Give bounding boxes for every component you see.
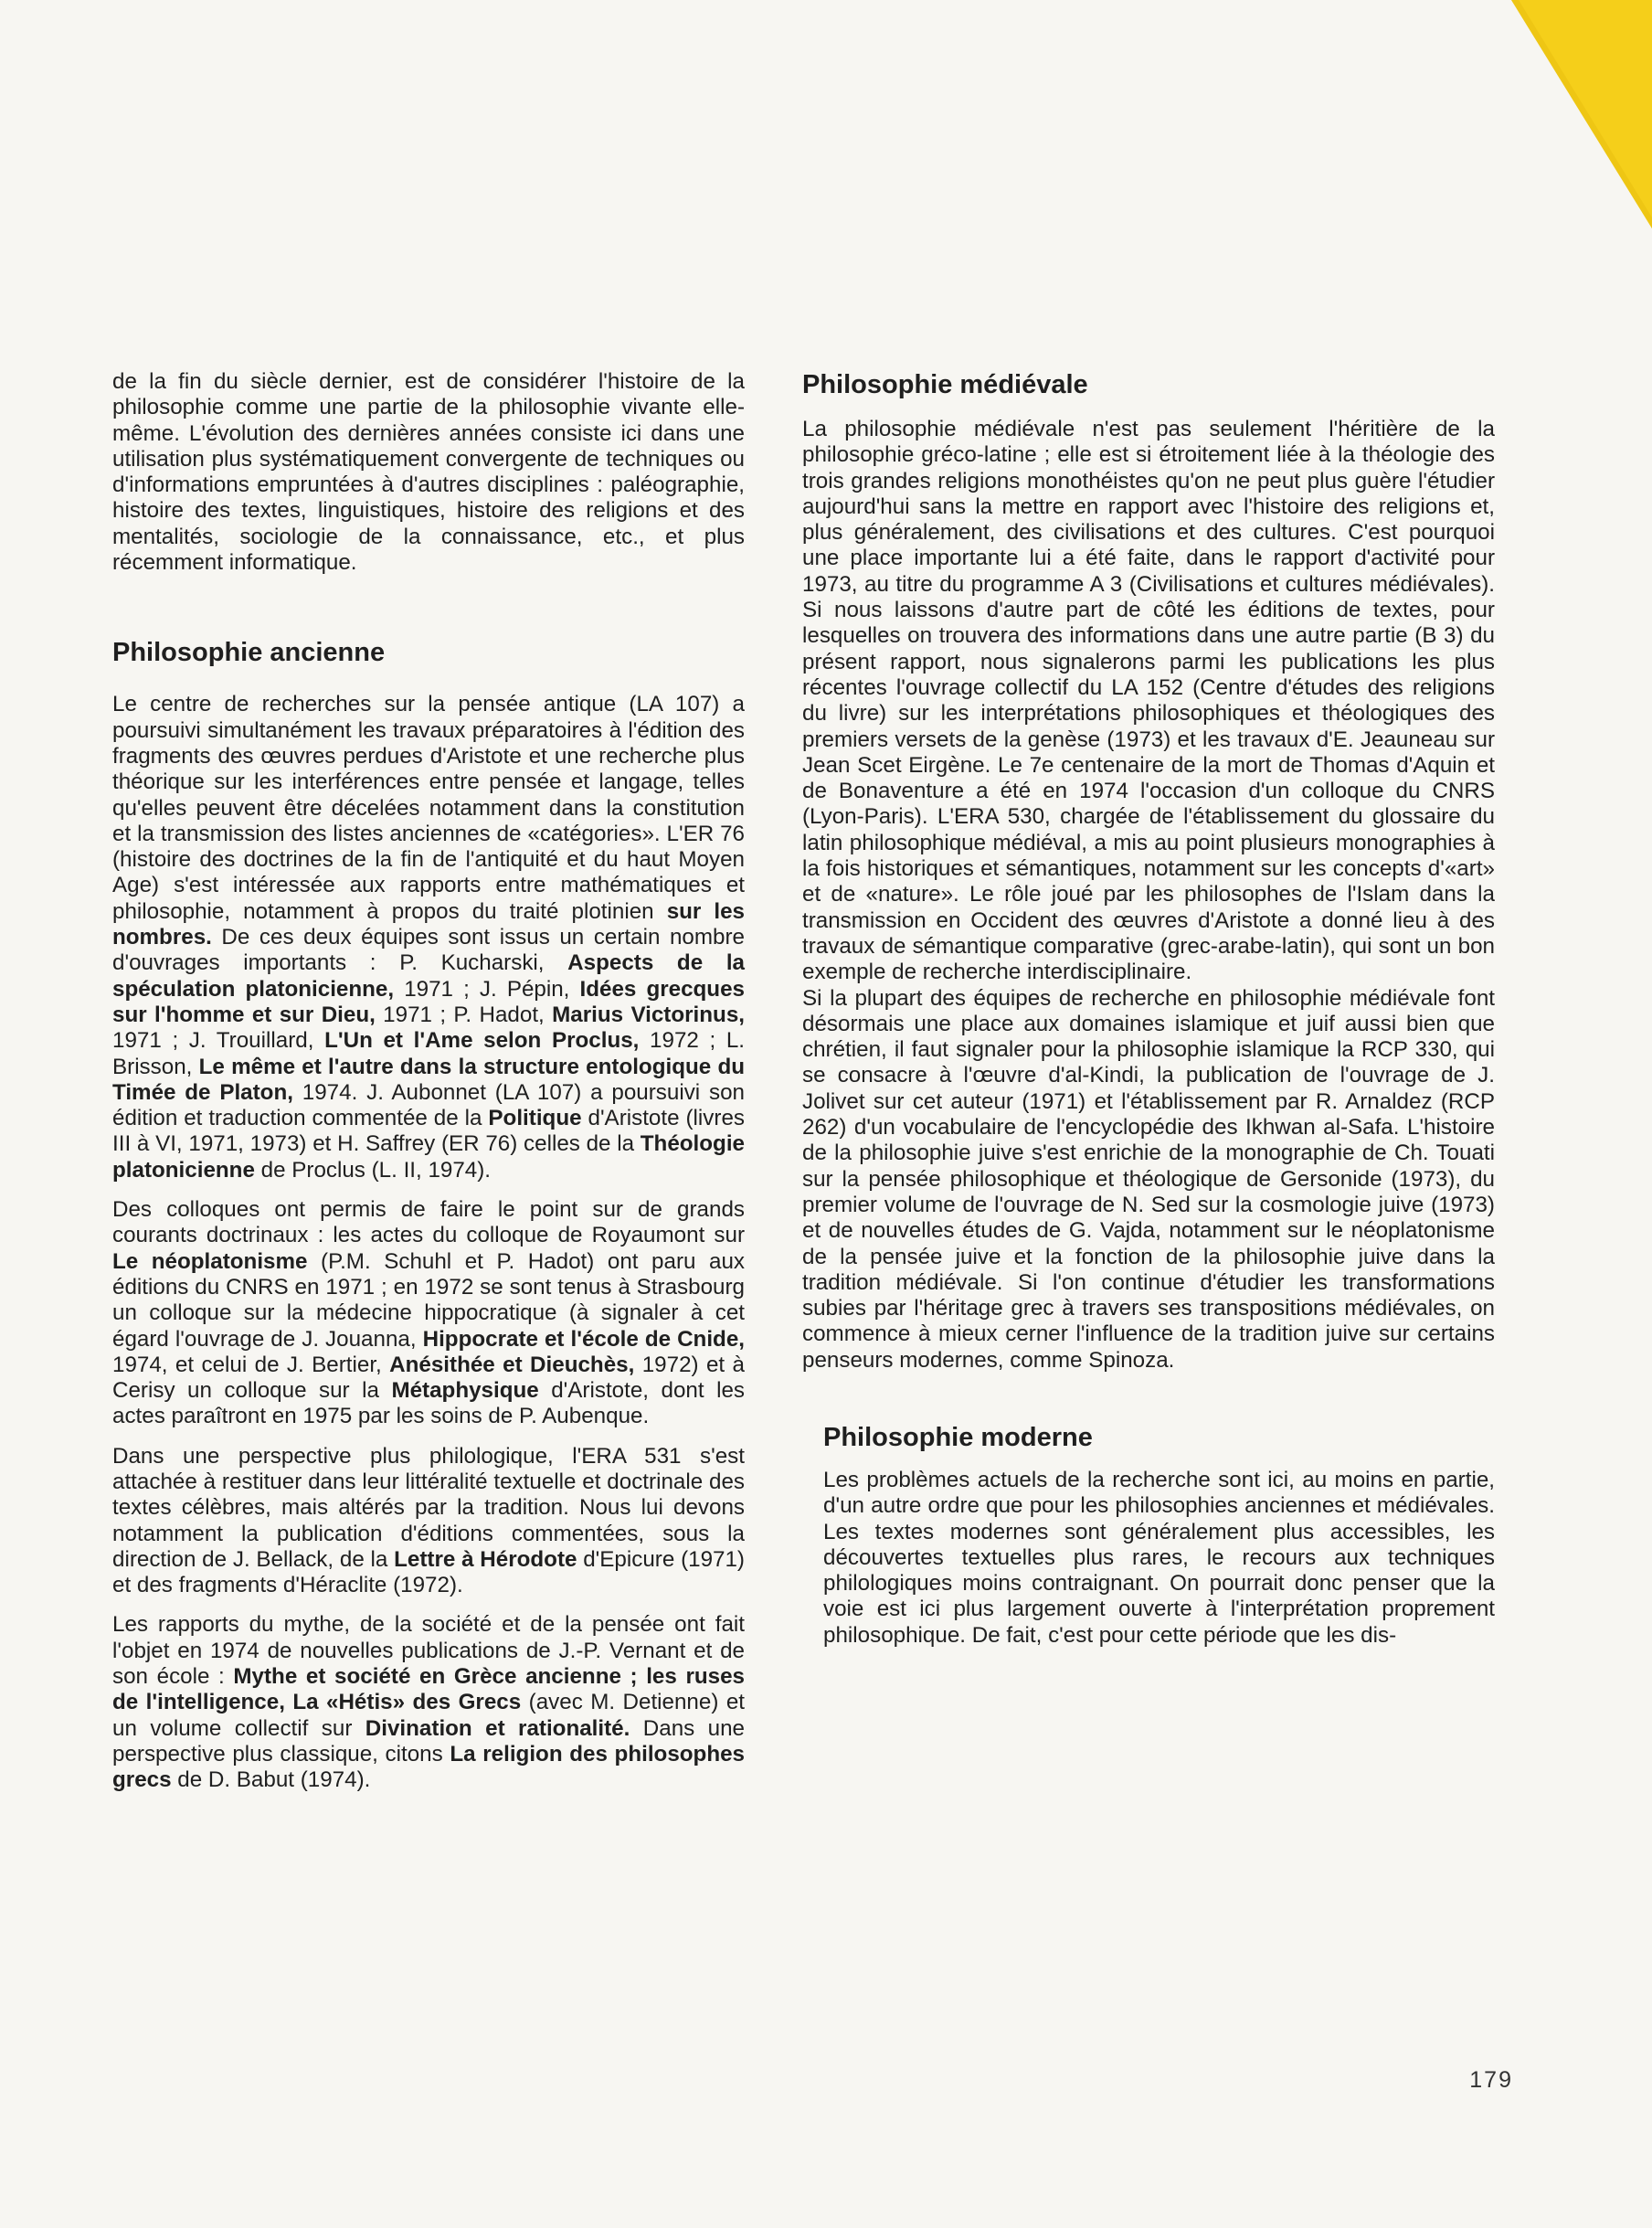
text-run: Les rapports du mythe, de la société et de la pensée ont fait l'objet en 1974 de nouvelles publications de J.-P. Vernant et de son école :: [112, 1612, 745, 1690]
text-run: de Proclus (L. II, 1974).: [254, 1157, 492, 1183]
cited-title: Le néoplatonisme: [112, 1248, 308, 1274]
cited-title: Anésithée et Dieuchès,: [389, 1352, 635, 1377]
page-number: 179: [1469, 2067, 1513, 2093]
text-run: de D. Babut (1974).: [171, 1767, 371, 1793]
cited-title: Politique: [488, 1106, 582, 1131]
cited-title: La religion des philosophes grecs: [112, 1741, 745, 1793]
text-run: 1971 ; P. Hadot,: [375, 1002, 553, 1027]
text-run: Dans une perspective plus philologique, l'ERA 531 s'est attachée à restituer dans leur littéralité textuelle et doctrinale des textes célèbres, mais altérés par la tradition. Nous lui devons notamment la publication d'éditions commentées, sous la direction de J. Bellack, de la: [112, 1443, 745, 1572]
yellow-corner-tab: [1424, 0, 1652, 228]
paragraph-lab-research: [112, 692, 745, 1183]
cited-title: L'Un et l'Ame selon Proclus,: [324, 1028, 640, 1054]
cited-title: Métaphysique: [391, 1378, 539, 1404]
text-run: d'Aristote, dont les actes paraîtront en 1975 par les soins de P. Aubenque.: [112, 1378, 745, 1429]
paragraph-colloquia: [112, 1197, 745, 1430]
cited-title: Aspects de la spéculation platonicienne,: [112, 950, 745, 1002]
text-run: 1971 ; J. Pépin,: [394, 976, 580, 1002]
section-title-modern: Philosophie moderne: [823, 1422, 1093, 1452]
text-run: Des colloques ont permis de faire le point sur de grands courants doctrinaux : les actes du colloque de Royaumont sur: [112, 1197, 745, 1248]
text-run: De ces deux équipes sont issus un certain nombre d'ouvrages importants : P. Kucharski,: [112, 925, 745, 976]
section-title-ancient: Philosophie ancienne: [112, 638, 386, 668]
intro-paragraph: de la fin du siècle dernier, est de considérer l'histoire de la philosophie comme une partie de la philosophie vivante elle-même. L'évolution des dernières années consiste ici dans une utilisation plus systématiquement convergente de techniques ou d'informations empruntées à d'autres disciplines : paléographie, histoire des textes, linguistiques, histoire des religions et des mentalités, sociologie de la connaissance, etc., et plus récemment informatique.: [112, 369, 745, 576]
cited-title: Théologie platonicienne: [112, 1131, 745, 1183]
paragraph-myth-society: [112, 1612, 745, 1793]
text-run: 1971 ; J. Trouillard,: [112, 1028, 325, 1054]
cited-title: sur les nombres.: [112, 898, 746, 950]
text-run: (P.M. Schuhl et P. Hadot) ont paru aux éditions du CNRS en 1971 ; en 1972 se sont tenus à Strasbourg un colloque sur la médecine hippocratique (à signaler à cet égard l'ouvrage de J. Jouanna,: [112, 1248, 745, 1352]
text-run: 1974. J. Aubonnet (LA 107) a poursuivi son édition et traduction commentée de la: [112, 1079, 745, 1131]
cited-title: Idées grecques sur l'homme et sur Dieu,: [112, 976, 745, 1027]
text-run: d'Aristote (livres III à VI, 1971, 1973) et H. Saffrey (ER 76) celles de la: [112, 1106, 745, 1157]
text-run: (avec M. Detienne) et un volume collectif sur: [112, 1690, 745, 1741]
cited-title: Le même et l'autre dans la structure entologique du Timée de Platon,: [112, 1054, 746, 1105]
text-run: 1972) et à Cerisy un colloque sur la: [112, 1352, 745, 1404]
cited-title: Mythe et société en Grèce ancienne ; les ruses de l'intelligence, La «Hétis» des Grecs: [112, 1664, 745, 1715]
cited-title: Lettre à Hérodote: [394, 1546, 577, 1572]
left-column: [112, 369, 745, 1808]
cited-title: Marius Victorinus,: [552, 1002, 745, 1027]
paragraph-modern: Les problèmes actuels de la recherche sont ici, au moins en partie, d'un autre ordre que pour les philosophies anciennes et médiévales. Les textes modernes sont généralement plus accessibles, les découvertes textuelles plus rares, le recours aux techniques philologiques moins contraignant. On pourrait donc penser que la voie est ici plus largement ouverte à l'interprétation proprement philosophique. De fait, c'est pour cette période que les dis-: [823, 1467, 1495, 1648]
section-title-medieval: Philosophie médiévale: [802, 370, 1088, 399]
right-column: [802, 369, 1495, 1662]
paragraph-medieval-2: Si la plupart des équipes de recherche en philosophie médiévale font désormais une place aux domaines islamique et juif aussi bien que chrétien, il faut signaler pour la philosophie islamique la RCP 330, qui se consacre à l'œuvre d'al-Kindi, la publication de l'ouvrage de J. Jolivet sur cet auteur (1971) et l'établissement par R. Arnaldez (RCP 262) d'un vocabulaire de l'encyclopédie des Ikhwan al-Safa. L'histoire de la philosophie juive s'est enrichie de la monographie de Ch. Touati sur la pensée philosophique et théologique de Gersonide (1973), du premier volume de l'ouvrage de N. Sed sur la cosmologie juive (1973) et de nouvelles études de G. Vajda, notamment sur le néoplatonisme de la pensée juive et la fonction de la philosophie juive dans la tradition médiévale. Si l'on continue d'étudier les transformations subies par l'héritage grec à travers ses transpositions médiévales, on commence à mieux cerner l'influence de la tradition juive sur certains penseurs modernes, comme Spinoza.: [802, 985, 1495, 1373]
paragraph-philology: [112, 1444, 745, 1599]
text-run: 1972 ; L. Brisson,: [112, 1028, 746, 1079]
text-run: d'Epicure (1971) et des fragments d'Héraclite (1972).: [112, 1546, 745, 1598]
cited-title: Divination et rationalité.: [365, 1715, 630, 1741]
cited-title: Hippocrate et l'école de Cnide,: [422, 1326, 745, 1352]
text-run: 1974, et celui de J. Bertier,: [112, 1352, 390, 1377]
text-run: Dans une perspective plus classique, citons: [112, 1715, 746, 1766]
text-run: Le centre de recherches sur la pensée antique (LA 107) a poursuivi simultanément les travaux préparatoires à l'édition des fragments des œuvres perdues d'Aristote et une recherche plus théorique sur les interférences entre pensée et langage, telles qu'elles peuvent être décelées notamment dans la constitution et la transmission des listes anciennes de «catégories». L'ER 76 (histoire des doctrines de la fin de l'antiquité et du haut Moyen Age) s'est intéressée aux rapports entre mathématiques et philosophie, notamment à propos du traité plotinien: [112, 692, 745, 924]
paragraph-medieval-1: La philosophie médiévale n'est pas seulement l'héritière de la philosophie gréco-latine ; elle est si étroitement liée à la théologie des trois grandes religions monothéistes qu'on ne peut plus guère l'étudier aujourd'hui sans la mettre en rapport avec l'histoire des religions et, plus généralement, des civilisations et des cultures. C'est pourquoi une place importante lui a été faite, dans le rapport d'activité pour 1973, au titre du programme A 3 (Civilisations et cultures médiévales). Si nous laissons d'autre part de côté les éditions de textes, pour lesquelles on trouvera des informations dans une autre partie (B 3) du présent rapport, nous signalerons parmi les publications les plus récentes l'ouvrage collectif du LA 152 (Centre d'études des religions du livre) sur les interprétations philosophiques et théologiques des premiers versets de la genèse (1973) et les travaux d'E. Jeauneau sur Jean Scet Eirgène. Le 7e centenaire de la mort de Thomas d'Aquin et de Bonaventure a été en 1974 l'occasion d'un colloque du CNRS (Lyon-Paris). L'ERA 530, chargée de l'établissement du glossaire du latin philosophique médiéval, a mis au point plusieurs monographies à la fois historiques et sémantiques, notamment sur les concepts d'«art» et de «nature». Le rôle joué par les philosophes de l'Islam dans la transmission en Occident des œuvres d'Aristote a donné lieu à des travaux de sémantique comparative (grec-arabe-latin), qui sont un bon exemple de recherche interdisciplinaire.: [802, 417, 1495, 985]
